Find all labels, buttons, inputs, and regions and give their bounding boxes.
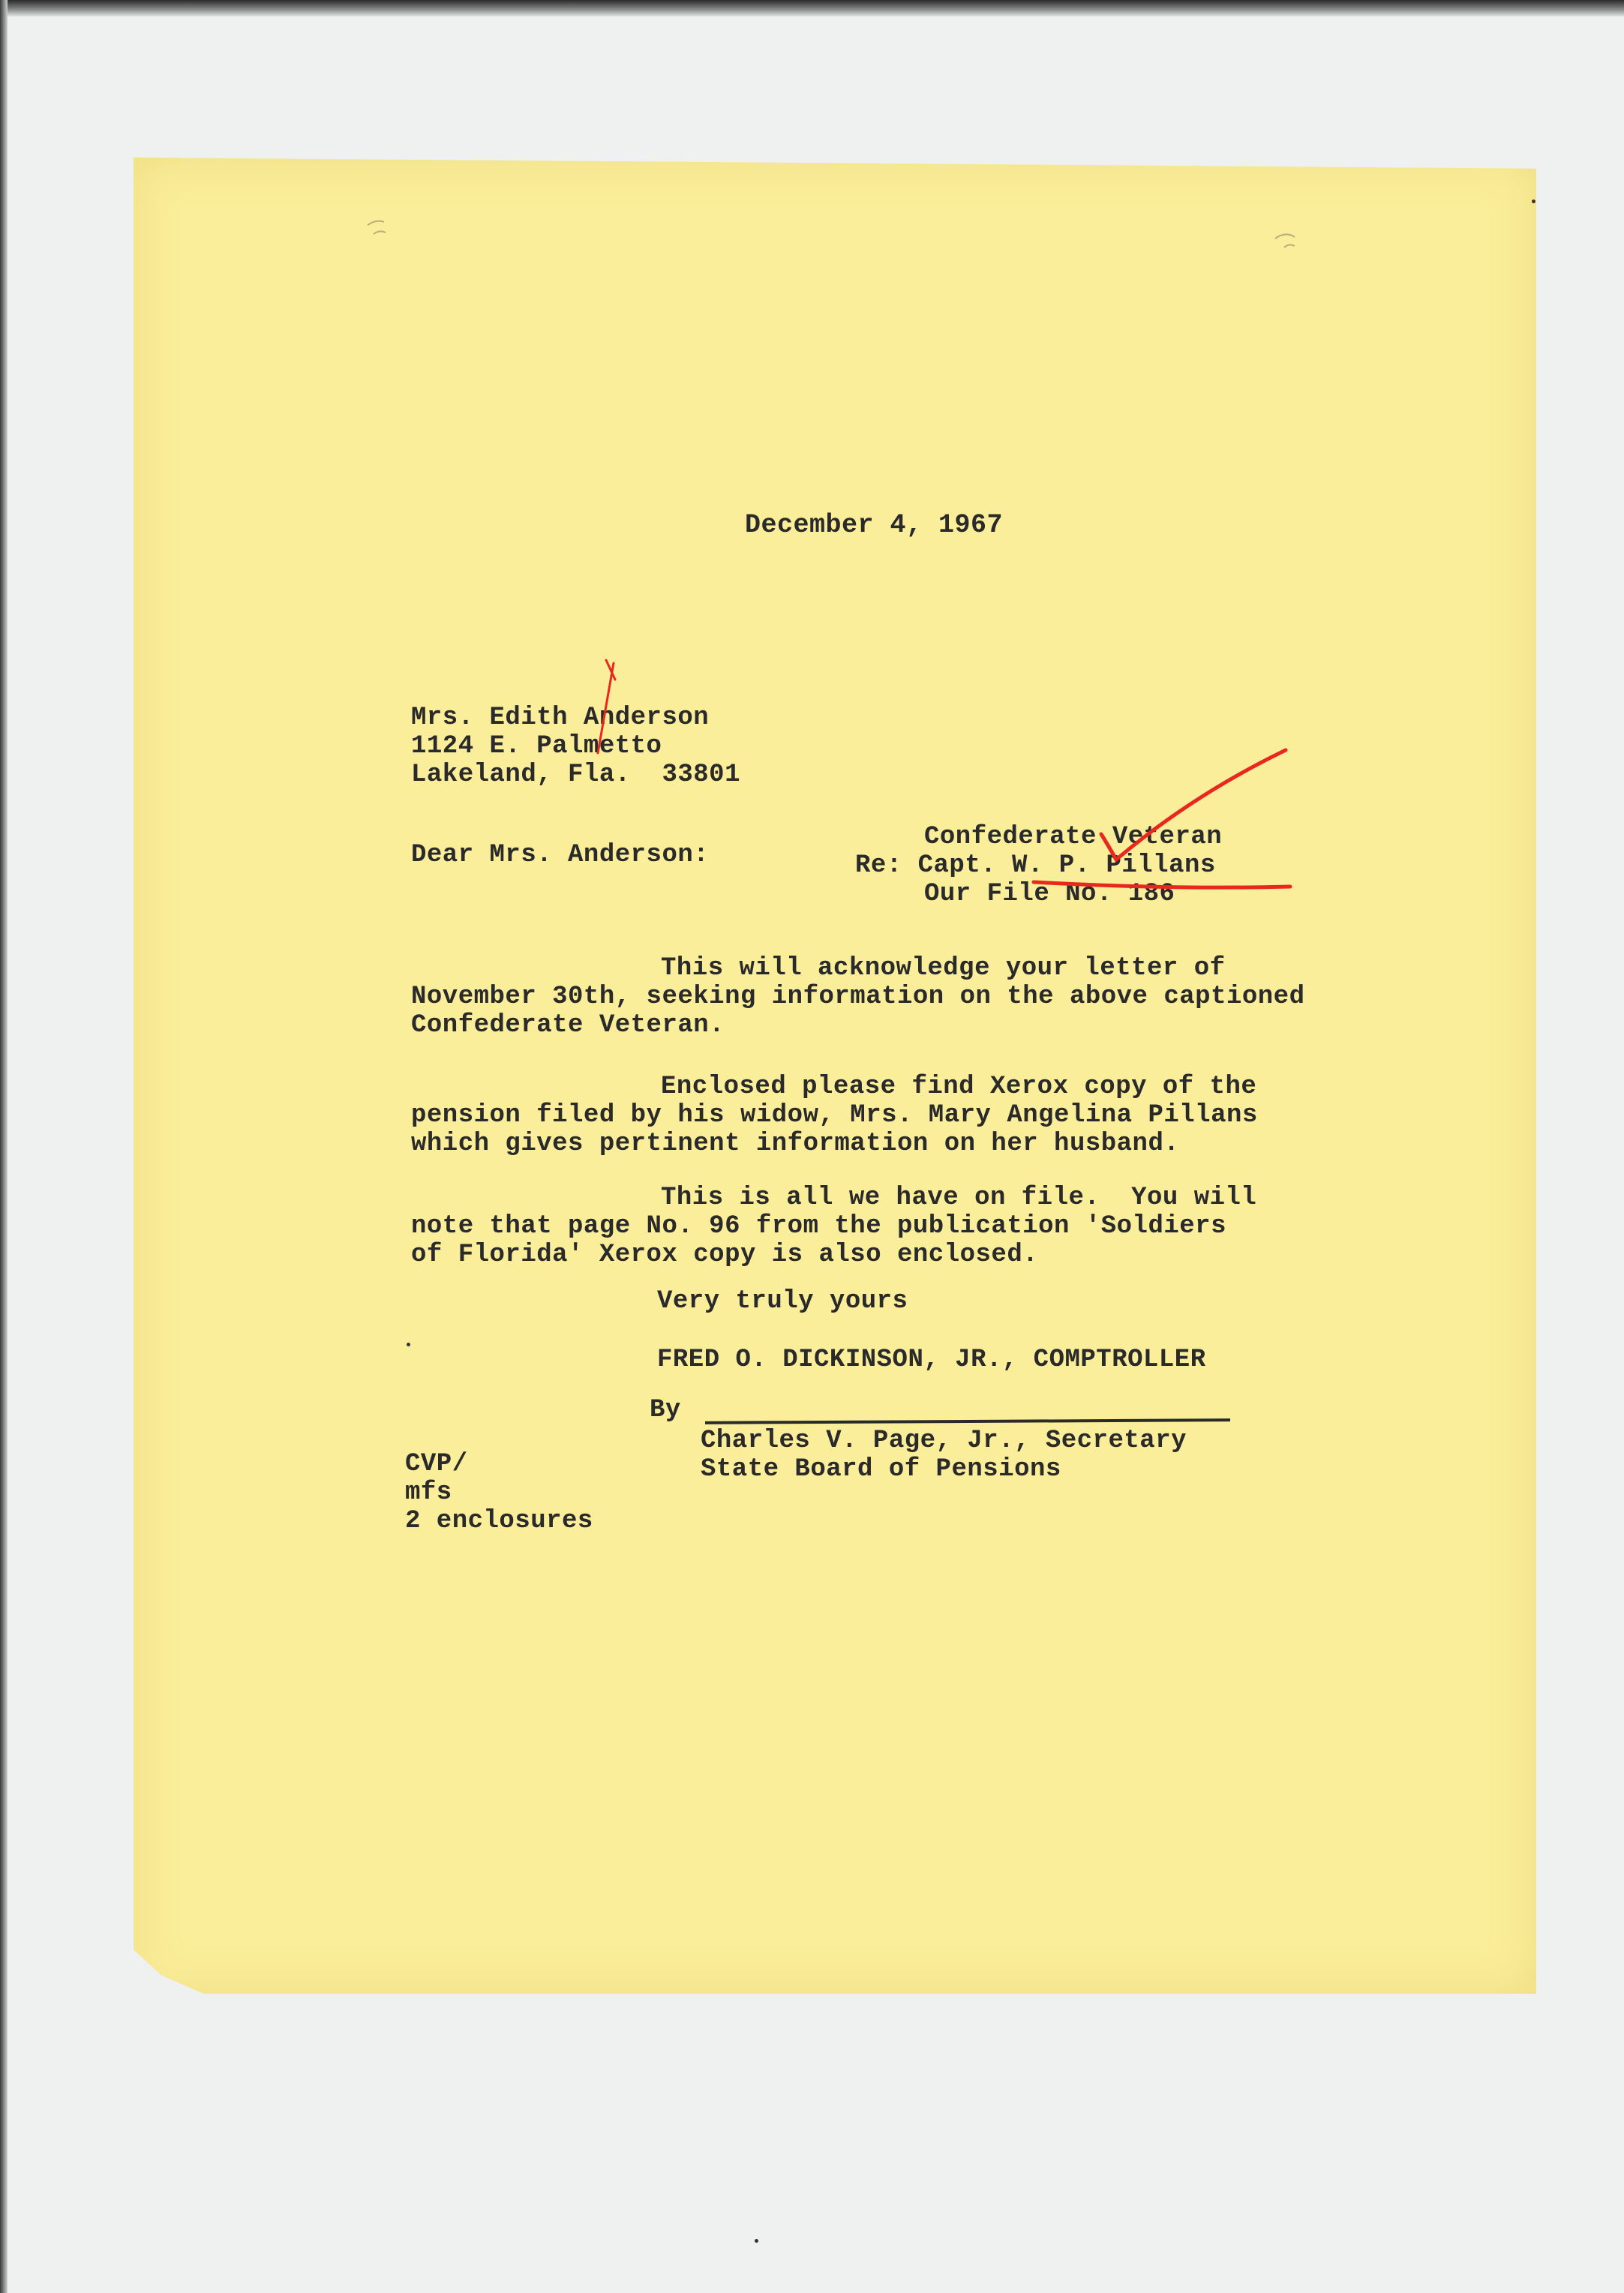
paragraph-1: [411, 954, 1305, 1040]
signatory-title: State Board of Pensions: [701, 1455, 1061, 1484]
ink-speck: [1532, 200, 1535, 203]
author-initials: CVP/: [405, 1450, 468, 1478]
paragraph-3-line-2: note that page No. 96 from the publication 'Soldiers: [411, 1212, 1226, 1241]
re-name: Capt. W. P. Pillans: [917, 851, 1216, 880]
typist-initials: mfs: [405, 1478, 452, 1507]
paragraph-2-line-1: Enclosed please find Xerox copy of the: [661, 1073, 1257, 1101]
scan-edge-left: [0, 0, 8, 2293]
sender-line: FRED O. DICKINSON, JR., COMPTROLLER: [657, 1346, 1206, 1374]
by-label: By: [650, 1396, 681, 1424]
paragraph-2-line-2: pension filed by his widow, Mrs. Mary Angelina Pillans: [411, 1101, 1258, 1130]
complimentary-close: Very truly yours: [657, 1287, 908, 1316]
re-block: [855, 823, 1222, 908]
signature-block: [701, 1427, 1187, 1484]
salutation: Dear Mrs. Anderson:: [411, 841, 710, 869]
paragraph-3-line-3: of Florida' Xerox copy is also enclosed.: [411, 1241, 1039, 1269]
enclosure-notation: 2 enclosures: [405, 1507, 593, 1535]
letter-date: December 4, 1967: [745, 510, 1004, 540]
recipient-city: Lakeland, Fla. 33801: [411, 761, 740, 789]
paragraph-3: [411, 1184, 1256, 1269]
re-prefix: Re:: [855, 851, 902, 880]
re-line-3: Our File No. 186: [924, 880, 1175, 908]
recipient-address: [411, 704, 740, 789]
recipient-name: Mrs. Edith Anderson: [411, 704, 710, 732]
signatory-name: Charles V. Page, Jr., Secretary: [701, 1427, 1187, 1455]
re-line-1: Confederate Veteran: [924, 823, 1223, 851]
recipient-street: 1124 E. Palmetto: [411, 732, 662, 761]
re-line-2: [855, 851, 1222, 880]
paragraph-2: [411, 1073, 1258, 1158]
paragraph-3-line-1: This is all we have on file. You will: [661, 1184, 1257, 1212]
ink-speck: [407, 1343, 410, 1346]
reference-initials: [405, 1450, 593, 1535]
ink-speck: [755, 2239, 758, 2243]
paragraph-2-line-3: which gives pertinent information on her husband.: [411, 1130, 1180, 1158]
scan-edge-top: [0, 0, 1624, 17]
paragraph-1-line-3: Confederate Veteran.: [411, 1011, 725, 1040]
paragraph-1-line-2: November 30th, seeking information on the above captioned: [411, 983, 1305, 1011]
paragraph-1-line-1: This will acknowledge your letter of: [661, 954, 1226, 983]
